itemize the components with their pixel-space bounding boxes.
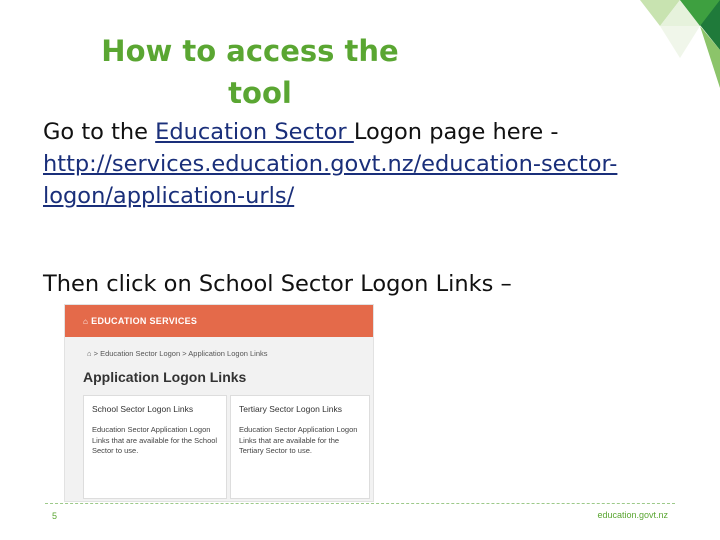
school-sector-card[interactable] (83, 395, 227, 499)
footer-divider (45, 503, 675, 504)
breadcrumb-text: > Education Sector Logon > Application Logon Links (93, 349, 268, 358)
slide-title (70, 30, 430, 114)
card-description: Education Sector Application Logon Links that are available for the Tertiary Sector to use. (239, 425, 358, 455)
embedded-screenshot (64, 304, 374, 502)
footer-brand: education.govt.nz (597, 510, 668, 520)
page-number: 5 (52, 511, 58, 521)
deco-triangle (660, 26, 700, 58)
home-icon: ⌂ (83, 316, 89, 326)
title-line-1: How to access the (101, 34, 399, 68)
screenshot-heading: Application Logon Links (83, 369, 247, 385)
instruction-text: Then click on School Sector Logon Links – (43, 271, 512, 297)
screenshot-breadcrumb (87, 349, 268, 358)
intro-paragraph (43, 116, 693, 212)
screenshot-header-bar (65, 305, 373, 337)
intro-suffix: Logon page here - (353, 119, 559, 145)
corner-decoration (600, 0, 720, 100)
card-title[interactable]: School Sector Logon Links (92, 404, 194, 414)
education-sector-link[interactable]: Education Sector (155, 119, 354, 145)
application-urls-link[interactable]: http://services.education.govt.nz/education-sector-logon/application-urls/ (43, 151, 618, 209)
screenshot-header-label: EDUCATION SERVICES (91, 316, 198, 326)
card-description: Education Sector Application Logon Links that are available for the School Sector to use. (92, 425, 218, 455)
intro-prefix: Go to the (43, 119, 156, 145)
breadcrumb-home-icon: ⌂ (87, 349, 92, 358)
tertiary-sector-card[interactable] (230, 395, 370, 499)
card-title[interactable]: Tertiary Sector Logon Links (239, 404, 342, 414)
title-line-2: tool (228, 76, 292, 110)
